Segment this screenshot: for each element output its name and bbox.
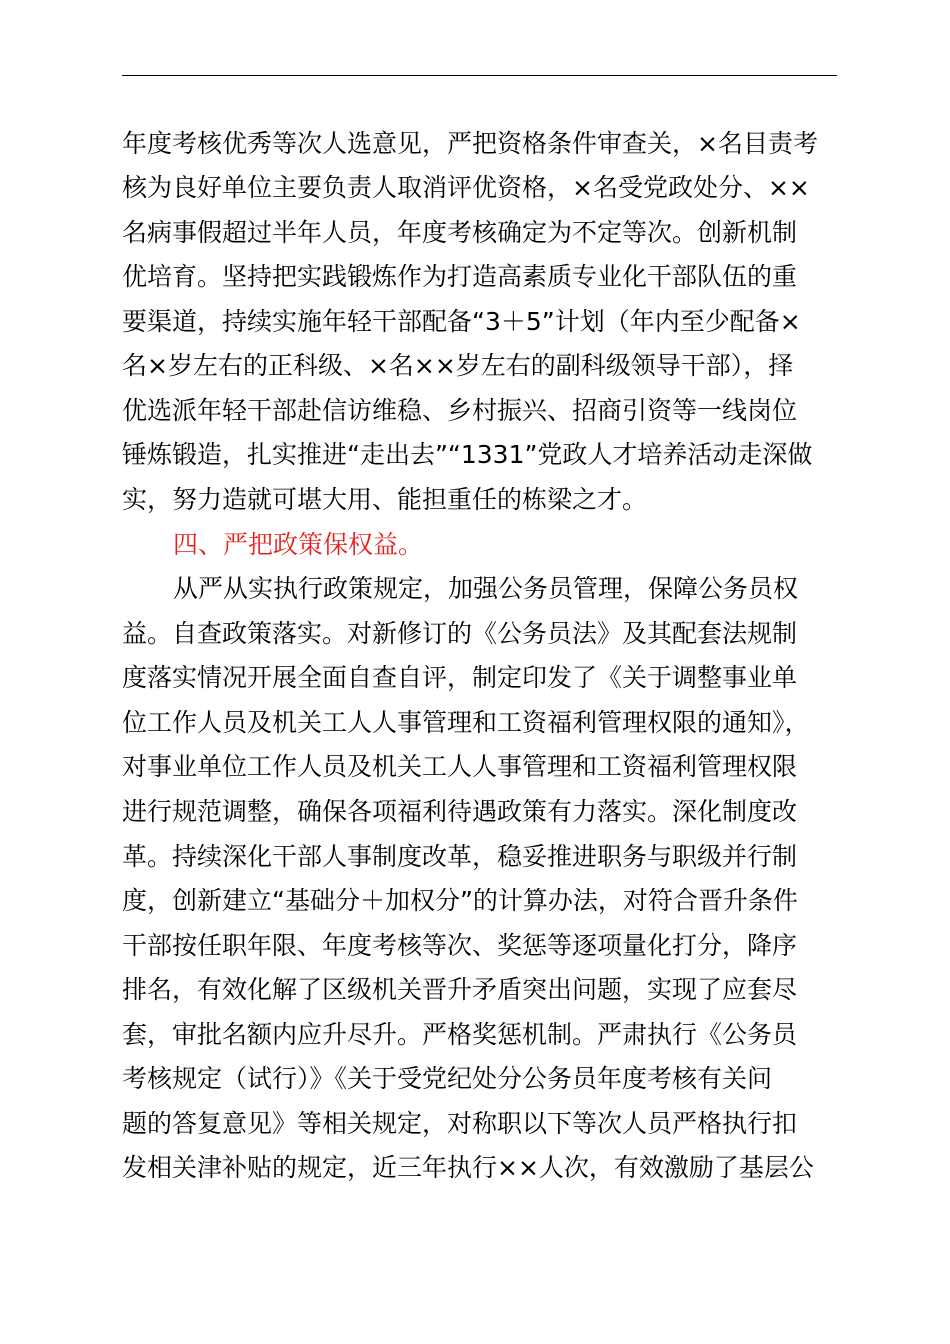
text-line: 度，创新建立“基础分＋加权分”的计算办法，对符合晋升条件 — [122, 886, 798, 915]
paragraph-first-line: 从严从实执行政策规定，加强公务员管理，保障公务员权 — [173, 574, 799, 603]
text-line: 益。自查政策落实。对新修订的《公务员法》及其配套法规制 — [122, 619, 798, 648]
text-line: 进行规范调整，确保各项福利待遇政策有力落实。深化制度改 — [122, 797, 798, 826]
header-rule — [122, 75, 837, 76]
text-line: 发相关津补贴的规定，近三年执行××人次，有效激励了基层公 — [122, 1153, 814, 1182]
text-line: 位工作人员及机关工人人事管理和工资福利管理权限的通知》， — [122, 708, 810, 737]
text-line: 实，努力造就可堪大用、能担重任的栋梁之才。 — [122, 485, 648, 514]
text-line: 优培育。坚持把实践锻炼作为打造高素质专业化干部队伍的重 — [122, 262, 798, 291]
text-line: 优选派年轻干部赴信访维稳、乡村振兴、招商引资等一线岗位 — [122, 396, 798, 425]
text-line: 题的答复意见》等相关规定，对称职以下等次人员严格执行扣 — [122, 1109, 798, 1138]
text-line: 核为良好单位主要负责人取消评优资格，×名受党政处分、×× — [122, 173, 810, 202]
text-line: 要渠道，持续实施年轻干部配备“3＋5”计划（年内至少配备× — [122, 307, 801, 336]
text-line: 革。持续深化干部人事制度改革，稳妥推进职务与职级并行制 — [122, 842, 798, 871]
text-line: 年度考核优秀等次人选意见，严把资格条件审查关，×名目责考 — [122, 129, 818, 158]
text-line: 考核规定（试行）》《关于受党纪处分公务员年度考核有关问 — [122, 1064, 773, 1093]
text-line: 名×岁左右的正科级、×名××岁左右的副科级领导干部），择 — [122, 351, 794, 380]
text-line: 对事业单位工作人员及机关工人人事管理和工资福利管理权限 — [122, 752, 798, 781]
text-line: 名病事假超过半年人员，年度考核确定为不定等次。创新机制 — [122, 218, 798, 247]
text-line: 锤炼锻造，扎实推进“走出去”“1331”党政人才培养活动走深做 — [122, 440, 813, 469]
section-heading: 四、严把政策保权益。 — [173, 530, 424, 559]
text-line: 排名，有效化解了区级机关晋升矛盾突出问题，实现了应套尽 — [122, 975, 798, 1004]
text-line: 干部按任职年限、年度考核等次、奖惩等逐项量化打分，降序 — [122, 931, 798, 960]
text-line: 度落实情况开展全面自查自评，制定印发了《关于调整事业单 — [122, 663, 798, 692]
text-line: 套，审批名额内应升尽升。严格奖惩机制。严肃执行《公务员 — [122, 1020, 798, 1049]
